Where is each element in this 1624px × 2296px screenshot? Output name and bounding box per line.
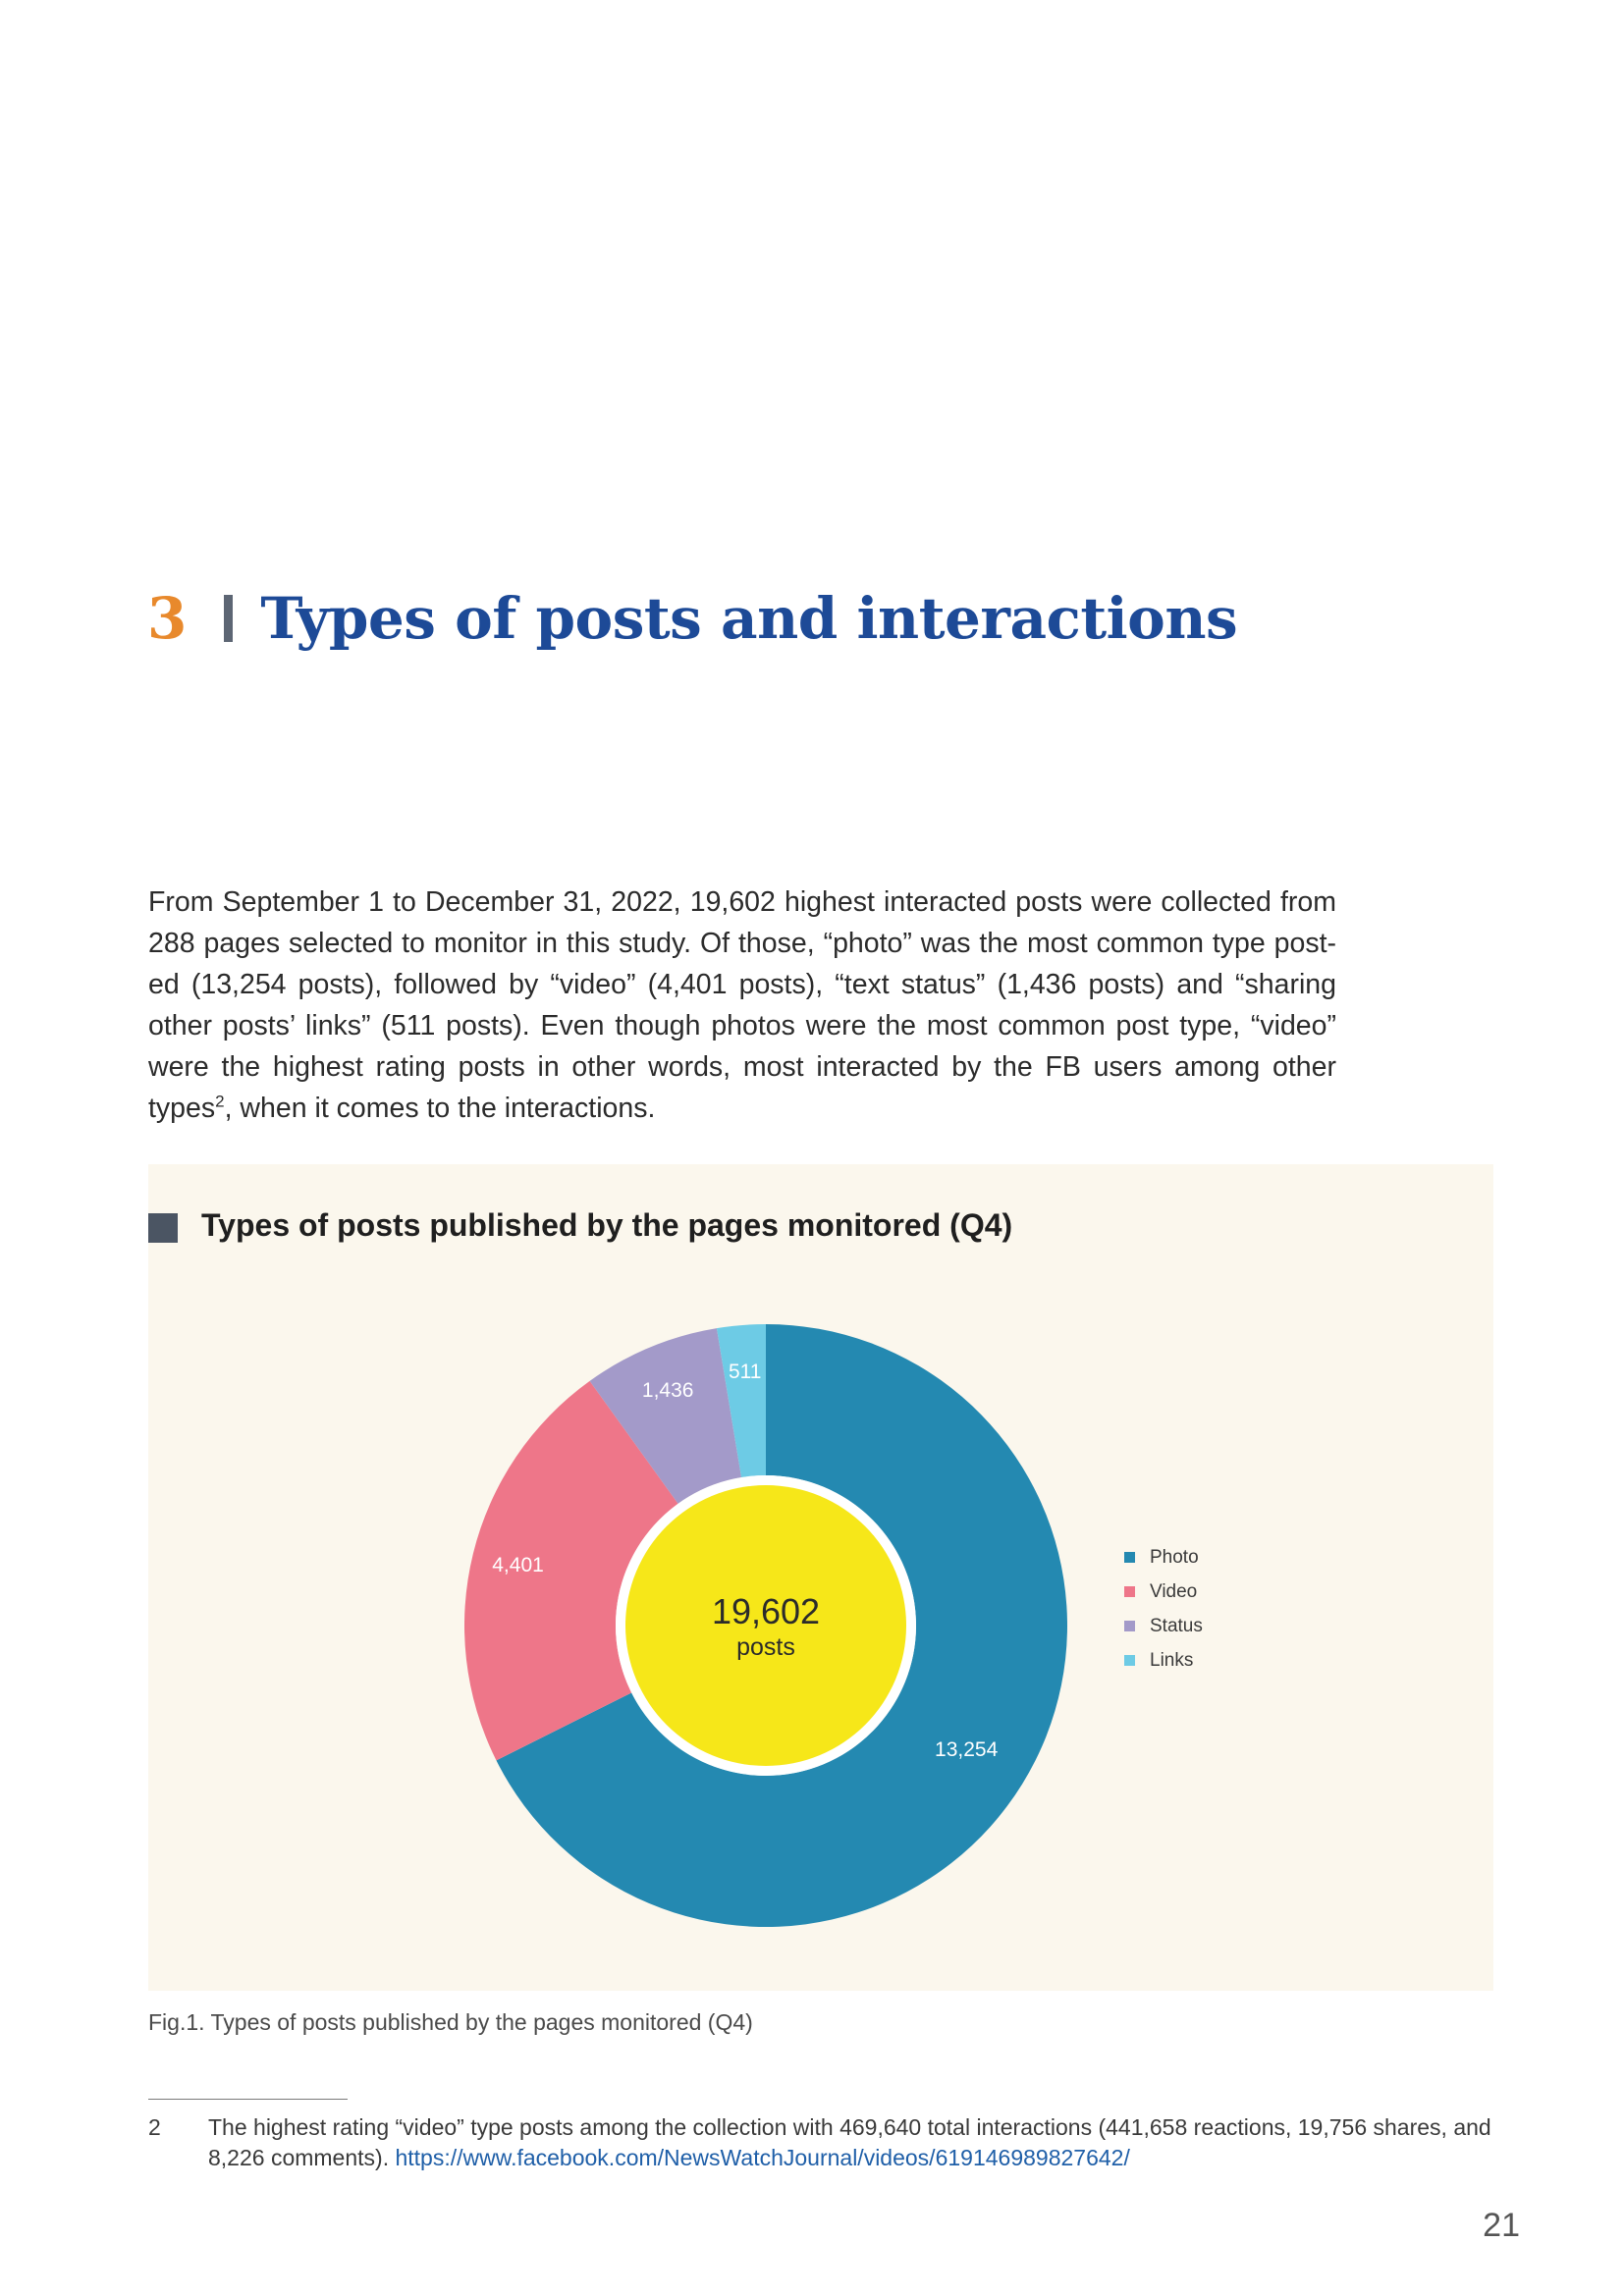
page-number: 21 [1483,2207,1520,2244]
section-heading [147,579,1237,658]
body-paragraph [148,881,1336,1129]
legend-swatch-photo [1124,1552,1135,1563]
legend-label-photo: Photo [1150,1547,1199,1568]
donut-chart [148,1164,1493,1991]
footnote [148,2112,1493,2173]
legend-swatch-links [1124,1655,1135,1666]
slice-value-label: 4,401 [492,1553,544,1576]
legend-swatch-video [1124,1586,1135,1597]
footnote-reference[interactable]: 2 [215,1092,225,1111]
chart-panel [148,1164,1493,1991]
footnote-link[interactable]: https://www.facebook.com/NewsWatchJournal/videos/619146989827642/ [395,2145,1130,2170]
slice-value-label: 511 [728,1360,762,1383]
section-number: 3 [147,585,188,652]
legend-label-video: Video [1150,1581,1198,1602]
center-label: posts [736,1633,795,1661]
chart-title: Types of posts published by the pages monitored (Q4) [201,1207,1013,1243]
heading-separator [224,595,233,642]
section-title: Types of posts and interactions [260,585,1238,652]
footnote-body [208,2112,1493,2173]
legend-label-status: Status [1150,1616,1203,1636]
footnote-text: The highest rating “video” type posts among the collection with 469,640 total interactions (441,658 reactions, 19,756 shares, and 8,226 comments). [208,2114,1491,2170]
body-text: From September 1 to December 31, 2022, 19,602 highest interacted posts were collected from 288 pages selected to monitor in this study. Of those, “photo” was the most common type post-ed (13,254 posts), followed by “video” (4,401 posts), “text status” (1,436 posts) and “sharing other posts’ links” (511 posts). Even though photos were the most common post type, “video” were the highest rating posts in other words, most interacted by the FB users among other types [148,886,1336,1124]
slice-value-label: 1,436 [641,1378,694,1402]
footnote-divider [148,2099,348,2100]
center-value: 19,602 [711,1591,821,1631]
footnote-number: 2 [148,2114,161,2140]
legend-label-links: Links [1150,1650,1194,1671]
legend-swatch-status [1124,1621,1135,1631]
figure-caption: Fig.1. Types of posts published by the pages monitored (Q4) [148,2009,753,2035]
slice-value-label: 13,254 [935,1738,999,1762]
body-text-tail: , when it comes to the interactions. [224,1093,656,1124]
